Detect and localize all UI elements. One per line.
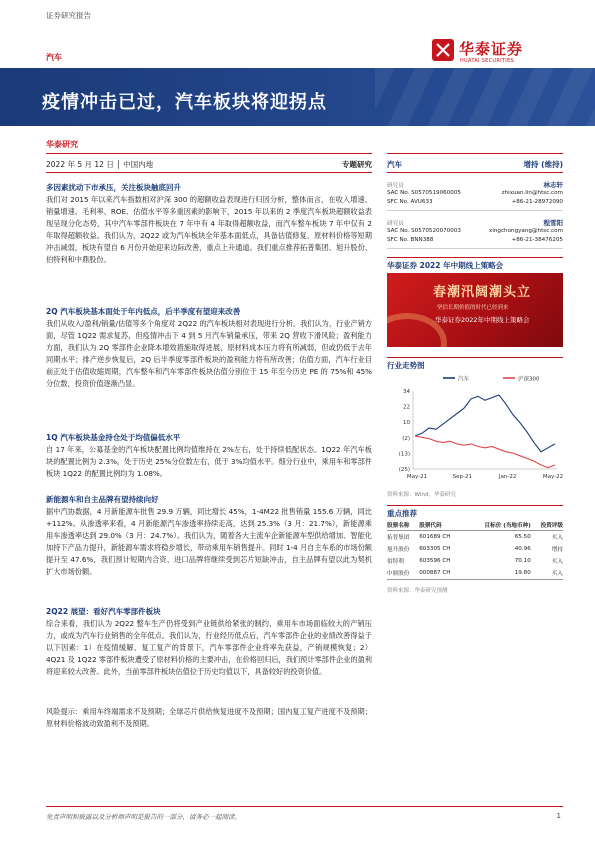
rating-bar bbox=[387, 153, 563, 173]
sector-tag: 汽车 bbox=[46, 53, 62, 62]
recommendations-table bbox=[387, 520, 563, 580]
stock-name: 中鼎股份 bbox=[387, 567, 419, 580]
section-4 bbox=[46, 494, 372, 579]
page-number: 1 bbox=[556, 812, 561, 820]
section-paragraph: 据中汽协数据，4 月新能源车批售 29.9 万辆，同比增长 45%，1-4M22 批售销量 155.6 万辆，同比+112%。从渗透率来看，4 月新能源汽车渗透率持续走高，达到 25.3%（3 月：21.7%），新能源乘用车渗透率达到 29.0%（3 月：24.7%）。我们认为，随着各大主流车企新能源车型供给增加、智能化加持下产品力提升，新能源车需求将稳步增长，带动乘用车销售提升。同时 1-4 月自主车系的市场份额提升至 47.6%，我们预计短期内合资、进口品牌将继续受到芯片短缺冲击，自主品牌有望以此为契机扩大市场份额。 bbox=[46, 507, 372, 577]
y-tick-label: (13) bbox=[398, 451, 410, 458]
analyst-card bbox=[387, 217, 563, 249]
logo-text-cn: 华泰证券 bbox=[459, 40, 524, 58]
stock-code: 603596 CH bbox=[419, 558, 451, 564]
table-row bbox=[387, 543, 563, 555]
y-tick-label: 34 bbox=[403, 389, 410, 395]
trend-chart-source: 资料来源：Wind，华泰研究 bbox=[387, 492, 456, 498]
risk-paragraph: 风险提示：乘用车终端需求不及预期；全球芯片供给恢复进度不及预期；国内复工复产进度不及预期；原材料价格波动致盈利不及预期。 bbox=[46, 707, 372, 729]
stock-code: 601689 CH bbox=[419, 534, 451, 540]
col-header-target: 目标价 (当地币种) bbox=[464, 520, 531, 531]
stock-target: 65.50 bbox=[514, 534, 531, 540]
table-row bbox=[387, 531, 563, 544]
section-2 bbox=[46, 306, 372, 391]
section-3 bbox=[46, 432, 372, 480]
legend-label: 汽车 bbox=[458, 376, 470, 383]
banner-decoration bbox=[375, 68, 595, 126]
stock-rating: 买入 bbox=[531, 567, 563, 580]
rating-sector: 汽车 bbox=[387, 160, 402, 169]
table-row bbox=[387, 567, 563, 580]
legend-label: 沪深300 bbox=[518, 376, 540, 383]
series-line-auto bbox=[415, 395, 555, 452]
section-title: 新能源车和自主品牌有望持续向好 bbox=[46, 495, 159, 504]
footer-disclaimer[interactable]: 免责声明和披露以及分析师声明是报告的一部分，请务必一起阅读。 bbox=[46, 813, 241, 821]
analyst-sac: SAC No. S0570519060005 bbox=[387, 190, 461, 196]
title-banner bbox=[0, 68, 595, 126]
huatai-logo-icon bbox=[431, 38, 455, 62]
table-header-row bbox=[387, 520, 563, 531]
x-tick-label: May-21 bbox=[406, 474, 428, 480]
series-line-csi300 bbox=[415, 436, 555, 468]
section-paragraph: 综合来看，我们认为 2Q22 整车生产仍将受到产业链供给紧张的制约，乘用车市场面临较大的产销压力，或成为汽车行业销售的全年低点。我们认为，行业经历低点后，汽车零部件企业的业绩改善得益于以下因素：1）在疫情缓解、复工复产的背景下，汽车零部件企业将率先获益，产销规模恢复；2）4Q21 及 1Q22 零部件板块遭受了原材料价格的主要冲击，在价格回归后，我们预计零部件企业的盈利将迎来较大改善。此外，当前零部件板块估值位于历史均值以下，具备较好的投资价值。 bbox=[46, 619, 372, 677]
analyst-sfc: SFC No. AVU633 bbox=[387, 199, 433, 205]
x-tick-label: May-22 bbox=[542, 474, 563, 480]
promo-subline: 坚信长期价值的时代已经到来 bbox=[437, 305, 509, 311]
footer-divider bbox=[46, 806, 563, 807]
section-title: 2Q 汽车板块基本面处于年内低点，后半季度有望迎来改善 bbox=[46, 307, 241, 316]
section-title: 1Q 汽车板块基金持仓处于均值偏低水平 bbox=[46, 433, 181, 442]
analyst-sfc: SFC No. BNN388 bbox=[387, 237, 434, 243]
rating-value: 增持 (维持) bbox=[523, 160, 563, 169]
y-tick-label: 22 bbox=[403, 404, 410, 411]
report-date-region: 2022 年 5 月 12 日 │ 中国内地 bbox=[46, 160, 154, 169]
section-paragraph: 我们从收入/盈利/销量/估值等多个角度对 2Q22 的汽车板块相对表现进行分析。我们认为，行业产销方面，尽管 1Q22 需求复苏，但疫情冲击下 4 到 5 月汽车销量承压，带来 2Q 营收下滑风险；盈利能力方面，我们认为 2Q 零部件企业降本增效措施取得进展，原材料成本压力将有所减弱，但或仍低于去年同期水平；排产逆步恢复后，2Q 后半季度零部件板块的盈利能力将有所改善；估值方面，汽车行业目前正处于估值收缩周期，汽车整车和汽车零部件板块估值分别位于 15 年至今历史 PE 的 75%和 45%分位数，投资价值逐渐凸显。 bbox=[46, 319, 372, 389]
x-tick-label: Jan-22 bbox=[498, 474, 517, 480]
analyst-email[interactable]: xingchongyang@htsc.com bbox=[489, 228, 563, 234]
analyst-email[interactable]: zhixuan.lin@htsc.com bbox=[501, 190, 563, 196]
stock-name: 伯特利 bbox=[387, 559, 404, 565]
section-5 bbox=[46, 606, 372, 678]
stock-rating: 买入 bbox=[551, 535, 563, 541]
col-header-rating: 投资评级 bbox=[531, 520, 563, 531]
promo-headline: 春潮汛阔潮头立 bbox=[433, 285, 532, 300]
stock-name: 旭升股份 bbox=[387, 547, 410, 553]
promo-title: 华泰证券 2022 年中期线上策略会 bbox=[387, 257, 563, 271]
stock-target: 70.10 bbox=[514, 558, 531, 564]
section-title: 多因素扰动下市承压，关注板块触底回升 bbox=[46, 183, 181, 192]
brand-logo bbox=[431, 38, 561, 70]
y-tick-label: (2) bbox=[402, 435, 410, 442]
y-tick-label: 10 bbox=[403, 420, 410, 427]
analyst-phone: +86-21-28972090 bbox=[511, 199, 563, 205]
section-paragraph: 我们对 2015 年以来汽车指数相对沪深 300 的超额收益表现进行归因分析，整体而言，在收入增速、销量增速、毛利率、ROE、估值水平等多重因素的影响下，2015 年以来的 2 季度汽车板块超额收益表现呈现分化态势，其中汽车零部件板块在 7 年中有 4 年取得超额收益，而汽车整车板块 7 年中仅有 2 年取得超额收益。我们认为，2Q22 或为汽车板块全年基本面低点，具备估值修复、原材料价格等短期冲击减弱，板块有望自 6 月份开始迎来边际改善，重点上升通道。我们重点推荐拓普集团、旭升股份、伯特利和中鼎股份。 bbox=[46, 195, 372, 265]
page-title: 疫情冲击已过，汽车板块将迎拐点 bbox=[42, 92, 327, 113]
stock-target: 40.96 bbox=[514, 546, 531, 552]
col-header-name: 股票名称 bbox=[387, 520, 419, 531]
recommendations-title: 重点推荐 bbox=[387, 505, 563, 519]
y-tick-label: (25) bbox=[398, 467, 410, 473]
trend-chart-title: 行业走势图 bbox=[387, 357, 563, 371]
report-meta-row bbox=[46, 153, 372, 173]
report-kind: 专题研究 bbox=[342, 160, 372, 169]
industry-trend-chart bbox=[387, 371, 563, 489]
stock-target: 19.80 bbox=[464, 567, 531, 580]
analyst-phone: +86-21-38476205 bbox=[511, 237, 563, 243]
analyst-name: 林志轩 bbox=[543, 181, 563, 189]
section-1 bbox=[46, 182, 372, 267]
research-label: 华泰研究 bbox=[46, 140, 78, 149]
section-paragraph: 自 17 年来，公募基金的汽车板块配置比例均值维持在 2%左右，处于持续低配状态。1Q22 年汽车板块的配置比例为 2.3%，处于历史 25%分位数左右，低于 3%均值水平。细分行业中，乘用车和零部件板块 1Q22 的配置比例均为 1.08%。 bbox=[46, 445, 372, 479]
stock-code: 603305 CH bbox=[419, 546, 451, 552]
logo-text-en: HUATAI SECURITIES bbox=[460, 58, 514, 64]
analyst-role: 研究员 bbox=[387, 183, 404, 189]
promo-event-line: 华泰证券2022年中期线上策略会 bbox=[435, 316, 530, 324]
analyst-role: 研究员 bbox=[387, 221, 404, 227]
stock-rating: 买入 bbox=[551, 559, 563, 565]
report-type-label: 证券研究报告 bbox=[46, 11, 91, 20]
analyst-card bbox=[387, 179, 563, 211]
col-header-code: 股票代码 bbox=[419, 520, 464, 531]
risk-warning bbox=[46, 706, 372, 730]
x-tick-label: Sep-21 bbox=[452, 474, 473, 480]
promo-banner[interactable] bbox=[387, 273, 563, 347]
stock-name: 拓普集团 bbox=[387, 535, 410, 541]
analyst-sac: SAC No. S0570520070003 bbox=[387, 228, 461, 234]
table-row bbox=[387, 555, 563, 567]
stock-code: 000887 CH bbox=[419, 567, 464, 580]
analyst-name: 程雪阳 bbox=[543, 219, 563, 227]
stock-rating: 增持 bbox=[551, 547, 563, 553]
section-title: 2Q22 展望：看好汽车零部件板块 bbox=[46, 607, 161, 616]
recommendations-source: 资料来源：华泰研究预测 bbox=[387, 588, 448, 594]
